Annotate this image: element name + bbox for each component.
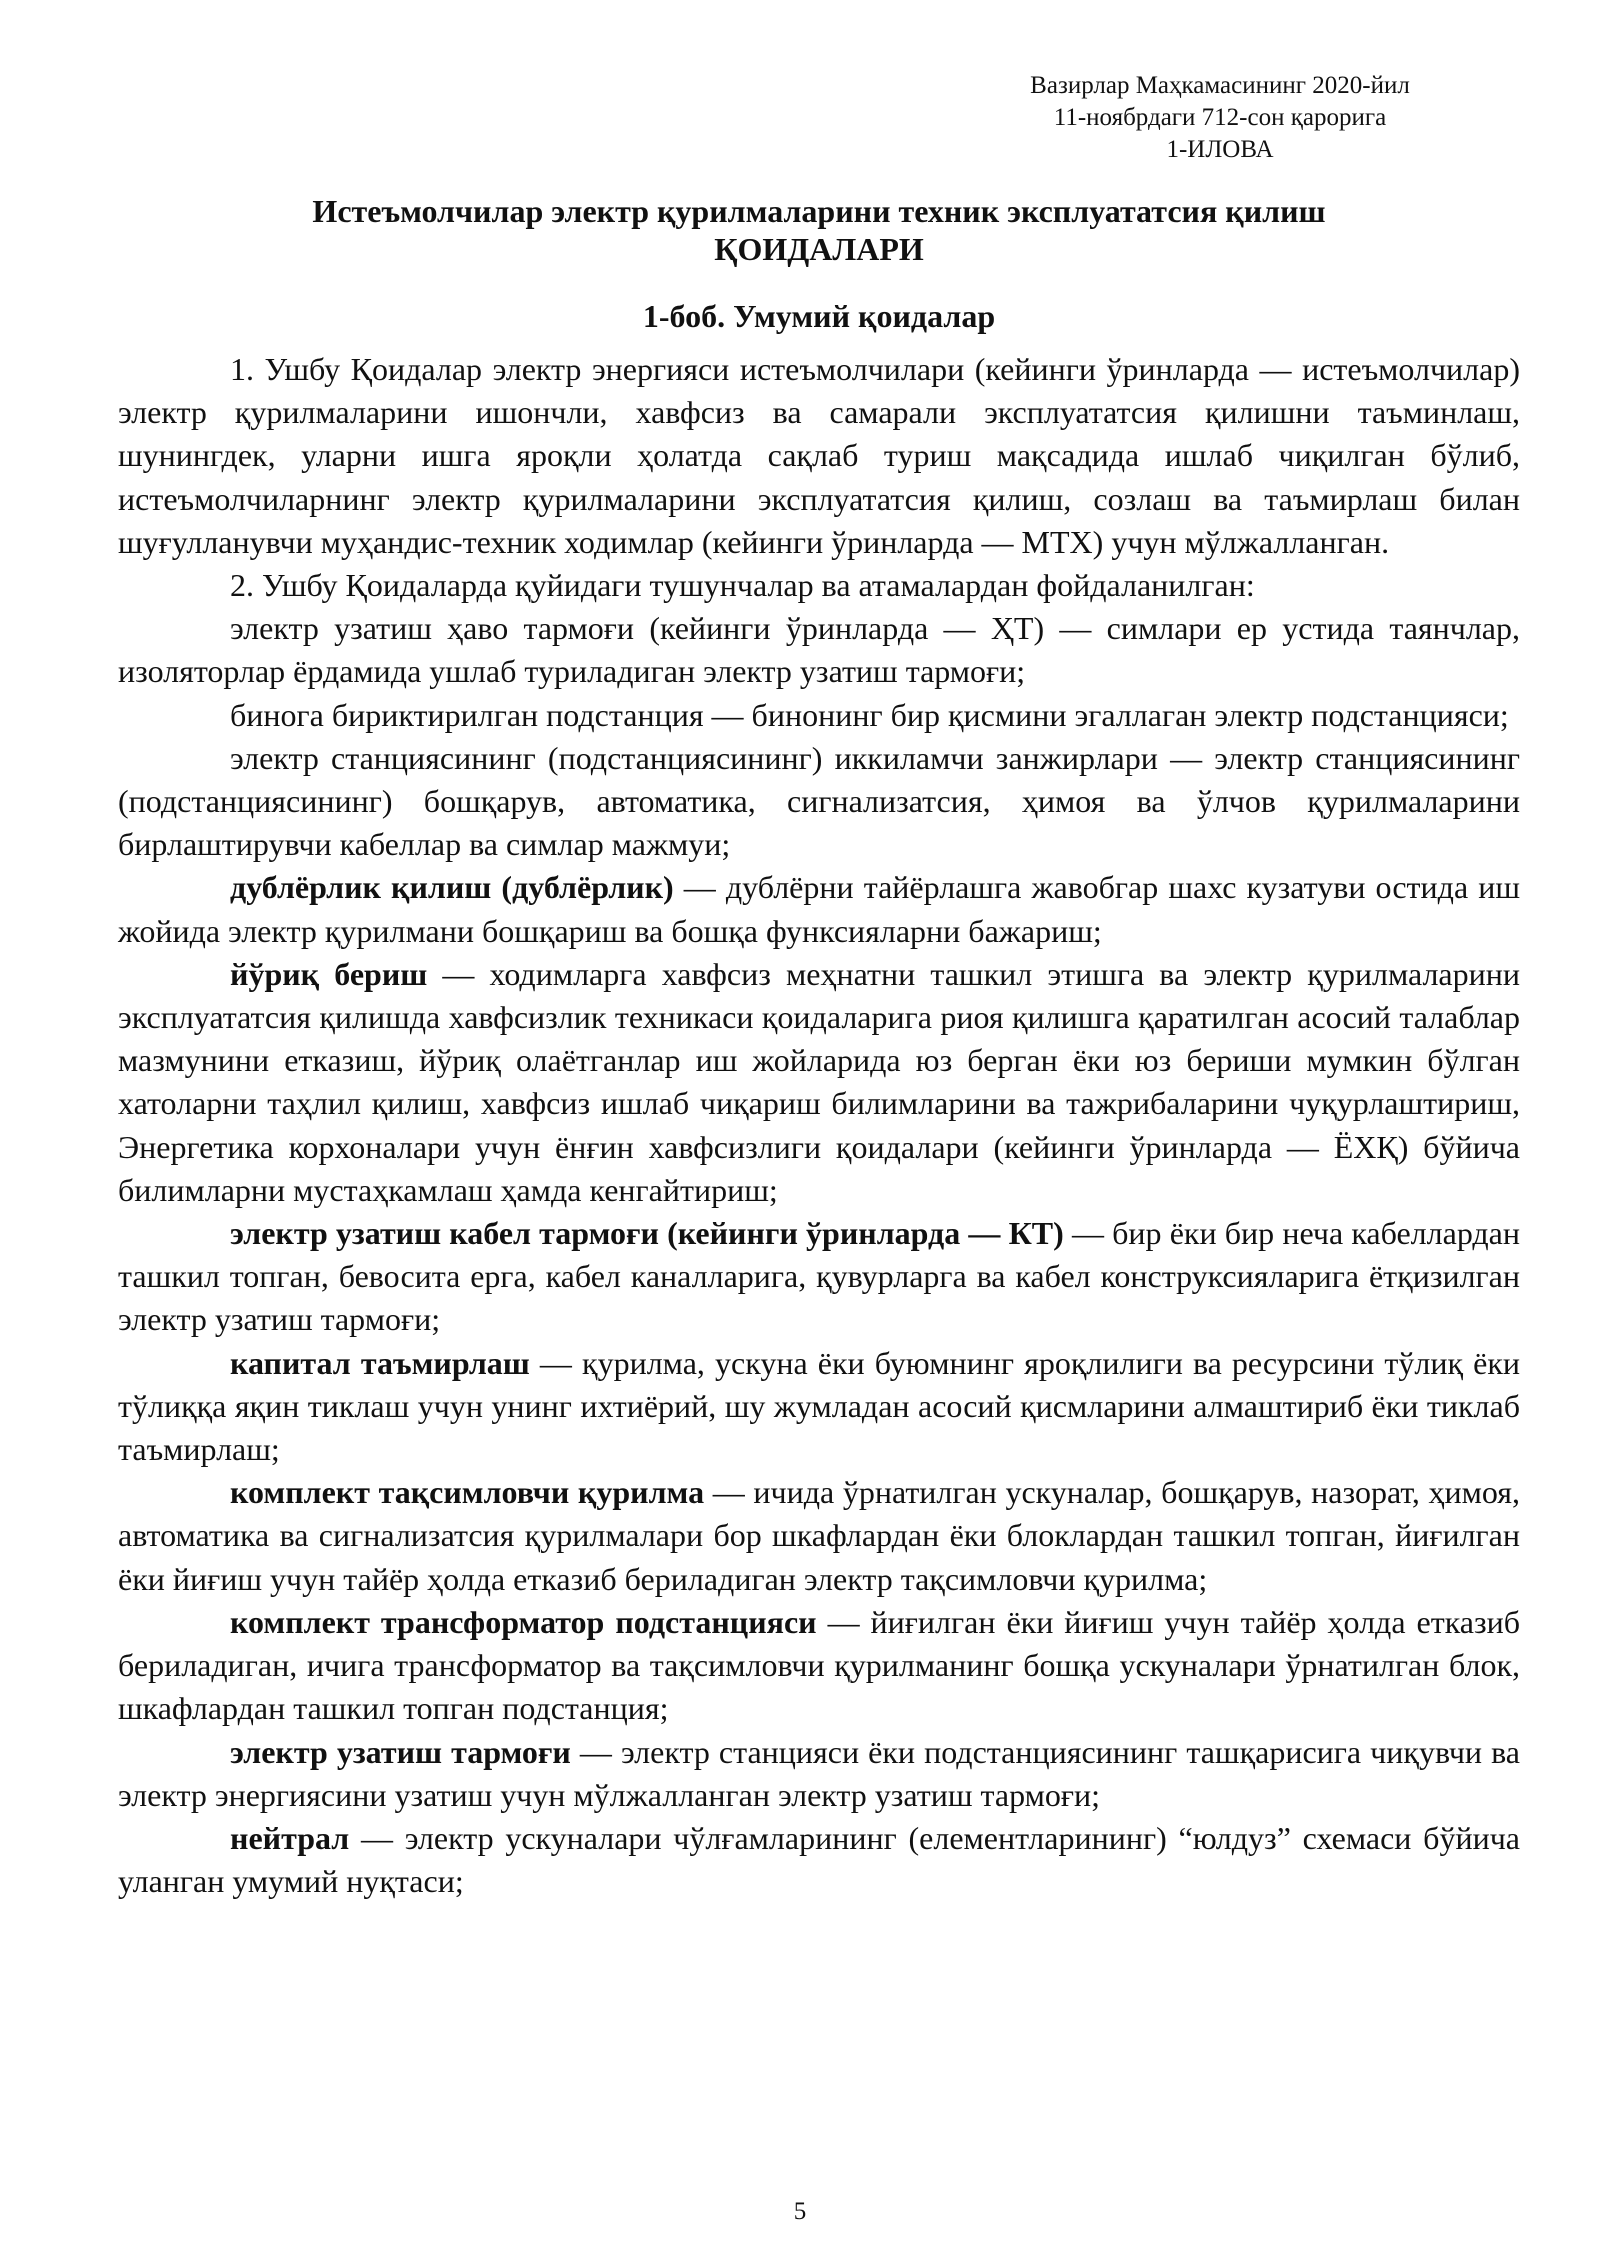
definition-term: дублёрлик қилиш (дублёрлик) xyxy=(230,869,674,906)
document-title xyxy=(118,192,1520,268)
definition-text: — ходимларга хавфсиз меҳнатни ташкил этишга ва электр қурилмаларини эксплуататсия қилишда хавфсизлик техникаси қоидаларига риоя қилишга қаратилган асосий талаблар мазмунини етказиш, йўриқ олаётганлар иш жойларида юз берган ёки юз бериши мумкин бўлган хатоларни таҳлил қилиш, хавфсиз ишлаб чиқариш билимларини ва тажрибаларини чуқурлаштириш, Энергетика корхоналари учун ёнғин хавфсизлиги қоидалари (кейинги ўринларда — ЁХҚ) бўйича билимларни мустаҳкамлаш ҳамда кенгайтириш; xyxy=(118,955,1521,1208)
definition-term: комплект трансформатор подстанцияси xyxy=(230,1603,817,1640)
definition-text: — қурилма, ускуна ёки буюмнинг яроқлилиги ва ресурсини тўлиқ ёки тўлиққа яқин тиклаш учун унинг ихтиёрий, шу жумладан асосий қисмларини алмаштириб ёки тиклаб таъмирлаш; xyxy=(118,1344,1521,1468)
definition-text: — ичида ўрнатилган ускуналар, бошқарув, назорат, ҳимоя, автоматика ва сигнализатсия қурилмалари бор шкафлардан ёки блоклардан ташкил топган, йиғилган ёки йиғиш учун тайёр ҳолда етказиб бериладиган электр тақсимловчи қурилма; xyxy=(118,1474,1521,1597)
definition-text: — бир ёки бир неча кабеллардан ташкил топган, бевосита ерга, кабел каналларига, қувурларга ва кабел конструксияларига ётқизилган электр узатиш тармоғи; xyxy=(118,1215,1521,1338)
paragraph-text: 2. Ушбу Қоидаларда қуйидаги тушунчалар ва атамалардан фойдаланилган: xyxy=(230,567,1255,604)
definition-text: — йиғилган ёки йиғиш учун тайёр ҳолда етказиб бериладиган, ичига трансформатор ва тақсимловчи қурилманинг бошқа ускуналари ўрнатилган блок, шкафлардан ташкил топган подстанция; xyxy=(118,1603,1521,1727)
definition-term: электр узатиш кабел тармоғи (кейинги ўринларда — КТ) xyxy=(230,1215,1064,1252)
title-line: Истеъмолчилар электр қурилмаларини техник эксплуататсия қилиш xyxy=(312,193,1326,229)
document-body xyxy=(118,348,1520,1903)
definition-text: — электр станцияси ёки подстанциясининг ташқарисига чиқувчи ва электр энергиясини узатиш учун мўлжалланган электр узатиш тармоғи; xyxy=(118,1733,1521,1813)
title-line: ҚОИДАЛАРИ xyxy=(714,231,924,267)
definition-paragraph xyxy=(118,1731,1520,1817)
definition-term: нейтрал xyxy=(230,1819,350,1856)
appendix-label: 1-ИЛОВА xyxy=(1166,136,1274,163)
definition-text: — дублёрни тайёрлашга жавобгар шахс кузатуви остида иш жойида электр қурилмани бошқариш ва бошқа функсияларни бажариш; xyxy=(118,869,1521,949)
definition-term: йўриқ бериш xyxy=(230,955,428,992)
definition-paragraph xyxy=(118,1601,1520,1731)
paragraph-text: электр узатиш ҳаво тармоғи (кейинги ўринларда — ҲТ) — симлари ер устида таянчлар, изоляторлар ёрдамида ушлаб туриладиган электр узатиш тармоғи; xyxy=(118,610,1520,690)
paragraph-text: 1. Ушбу Қоидалар электр энергияси истеъмолчилари (кейинги ўринларда — истеъмолчилар) электр қурилмаларини ишончли, хавфсиз ва самарали эксплуататсия қилишни таъминлаш, шунингдек, уларни ишга яроқли ҳолатда сақлаб туриш мақсадида ишлаб чиқилган бўлиб, истеъмолчиларнинг электр қурилмаларини эксплуататсия қилиш, созлаш ва таъмирлаш билан шуғулланувчи муҳандис-техник ходимлар (кейинги ўринларда — МТХ) учун мўлжалланган. xyxy=(118,351,1520,560)
definition-paragraph xyxy=(118,1212,1520,1342)
paragraph xyxy=(118,607,1520,693)
paragraph-text: электр станциясининг (подстанциясининг) иккиламчи занжирлари — электр станциясининг (подстанциясининг) бошқарув, автоматика, сигнализатсия, ҳимоя ва ўлчов қурилмаларини бирлаштирувчи кабеллар ва симлар мажмуи; xyxy=(118,739,1520,863)
paragraph xyxy=(118,348,1520,564)
chapter-heading: 1-боб. Умумий қоидалар xyxy=(642,298,996,334)
paragraph-text: бинога бириктирилган подстанция — бинонинг бир қисмини эгаллаган электр подстанцияси; xyxy=(230,696,1509,733)
decree-reference-line: 11-ноябрдаги 712-сон қарорига xyxy=(1053,104,1387,131)
paragraph xyxy=(118,694,1520,737)
paragraph xyxy=(118,564,1520,607)
page-number: 5 xyxy=(793,2198,807,2225)
definition-paragraph xyxy=(118,953,1520,1212)
decree-reference-line: Вазирлар Маҳкамасининг 2020-йил xyxy=(1030,72,1410,99)
definition-term: электр узатиш тармоғи xyxy=(230,1733,571,1770)
definition-paragraph xyxy=(118,866,1520,952)
paragraph xyxy=(118,737,1520,867)
definition-paragraph xyxy=(118,1342,1520,1472)
definition-paragraph xyxy=(118,1817,1520,1903)
definition-term: капитал таъмирлаш xyxy=(230,1344,530,1381)
decree-reference xyxy=(920,70,1520,166)
definition-term: комплект тақсимловчи қурилма xyxy=(230,1474,705,1511)
definition-paragraph xyxy=(118,1471,1520,1601)
definition-text: — электр ускуналари чўлғамларининг (елементларининг) “юлдуз” схемаси бўйича уланган умумий нуқтаси; xyxy=(118,1819,1520,1900)
